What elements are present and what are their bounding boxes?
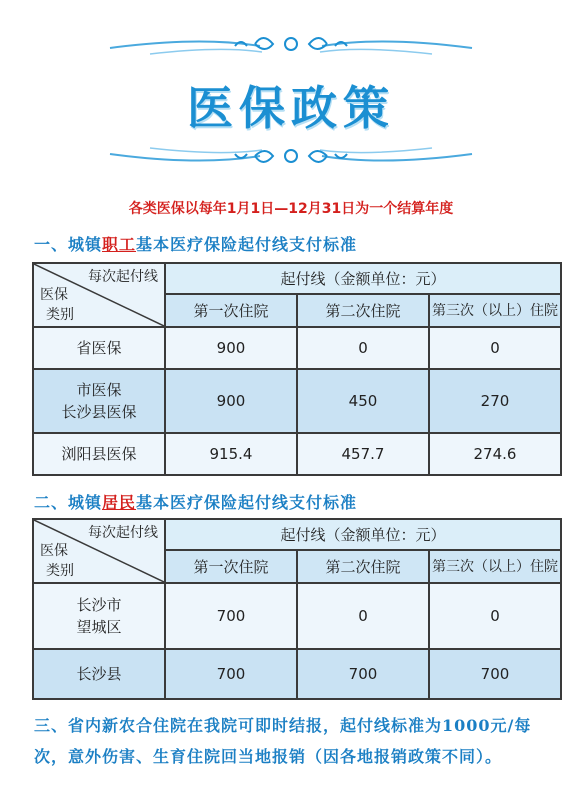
column-header: 第一次住院	[165, 294, 297, 327]
table-cell: 270	[429, 369, 561, 433]
column-header: 第三次（以上）住院	[429, 550, 561, 583]
table-row	[33, 369, 561, 433]
table-cell: 457.7	[297, 433, 429, 475]
table-corner-header	[33, 263, 165, 327]
table-cell: 0	[429, 327, 561, 369]
row-label-line: 浏阳县医保	[61, 445, 137, 463]
fiscal-year-note: 各类医保以每年1月1日—12月31日为一个结算年度	[128, 201, 454, 217]
row-label-line: 市医保	[76, 381, 122, 399]
table-cell: 274.6	[429, 433, 561, 475]
column-header: 第一次住院	[165, 550, 297, 583]
heading-highlight: 居民	[102, 493, 137, 512]
deductible-header: 起付线（金额单位：元）	[165, 263, 561, 294]
corner-label-top: 每次起付线	[88, 525, 158, 541]
table-corner-header	[33, 519, 165, 583]
table-cell: 450	[297, 369, 429, 433]
rural-coop-note: 三、省内新农合住院在我院可即时结报，起付线标准为1000元/每次，意外伤害、生育住院回当地报销（因各地报销政策不同）。	[34, 716, 532, 766]
row-label-line: 长沙县	[76, 665, 122, 683]
table-cell: 900	[165, 369, 297, 433]
table-cell: 915.4	[165, 433, 297, 475]
row-label-line: 省医保	[76, 339, 122, 357]
employee-fee-table	[32, 262, 562, 476]
heading-prefix: 一、城镇	[34, 235, 103, 254]
table-cell: 0	[297, 327, 429, 369]
table-cell: 900	[165, 327, 297, 369]
table-row	[33, 433, 561, 475]
row-label	[33, 327, 165, 369]
corner-label-mid: 医保	[40, 287, 68, 303]
corner-label-bottom: 类别	[46, 563, 74, 579]
table-row	[33, 327, 561, 369]
section-heading-resident	[34, 490, 357, 513]
corner-label-top: 每次起付线	[88, 269, 158, 285]
row-label	[33, 583, 165, 649]
table-row	[33, 649, 561, 699]
deductible-header: 起付线（金额单位：元）	[165, 519, 561, 550]
row-label-line: 长沙市	[76, 596, 122, 614]
table-cell: 700	[165, 649, 297, 699]
bottom-ornament	[0, 136, 582, 176]
table-row	[33, 583, 561, 649]
corner-label-bottom: 类别	[46, 307, 74, 323]
heading-highlight: 职工	[102, 235, 137, 254]
heading-suffix: 基本医疗保险起付线支付标准	[136, 493, 358, 512]
table-cell: 0	[429, 583, 561, 649]
heading-prefix: 二、城镇	[34, 493, 103, 512]
row-label	[33, 369, 165, 433]
row-label	[33, 649, 165, 699]
column-header: 第三次（以上）住院	[429, 294, 561, 327]
row-label-line: 望城区	[76, 618, 122, 636]
table-cell: 700	[165, 583, 297, 649]
top-ornament	[0, 26, 582, 66]
row-label-line: 长沙县医保	[61, 403, 137, 421]
table-cell: 0	[297, 583, 429, 649]
page-title: 医保政策	[187, 81, 395, 135]
table-cell: 700	[297, 649, 429, 699]
section-heading-employee	[34, 232, 357, 255]
column-header: 第二次住院	[297, 294, 429, 327]
column-header: 第二次住院	[297, 550, 429, 583]
resident-fee-table	[32, 518, 562, 700]
table-cell: 700	[429, 649, 561, 699]
corner-label-mid: 医保	[40, 543, 68, 559]
heading-suffix: 基本医疗保险起付线支付标准	[136, 235, 358, 254]
row-label	[33, 433, 165, 475]
